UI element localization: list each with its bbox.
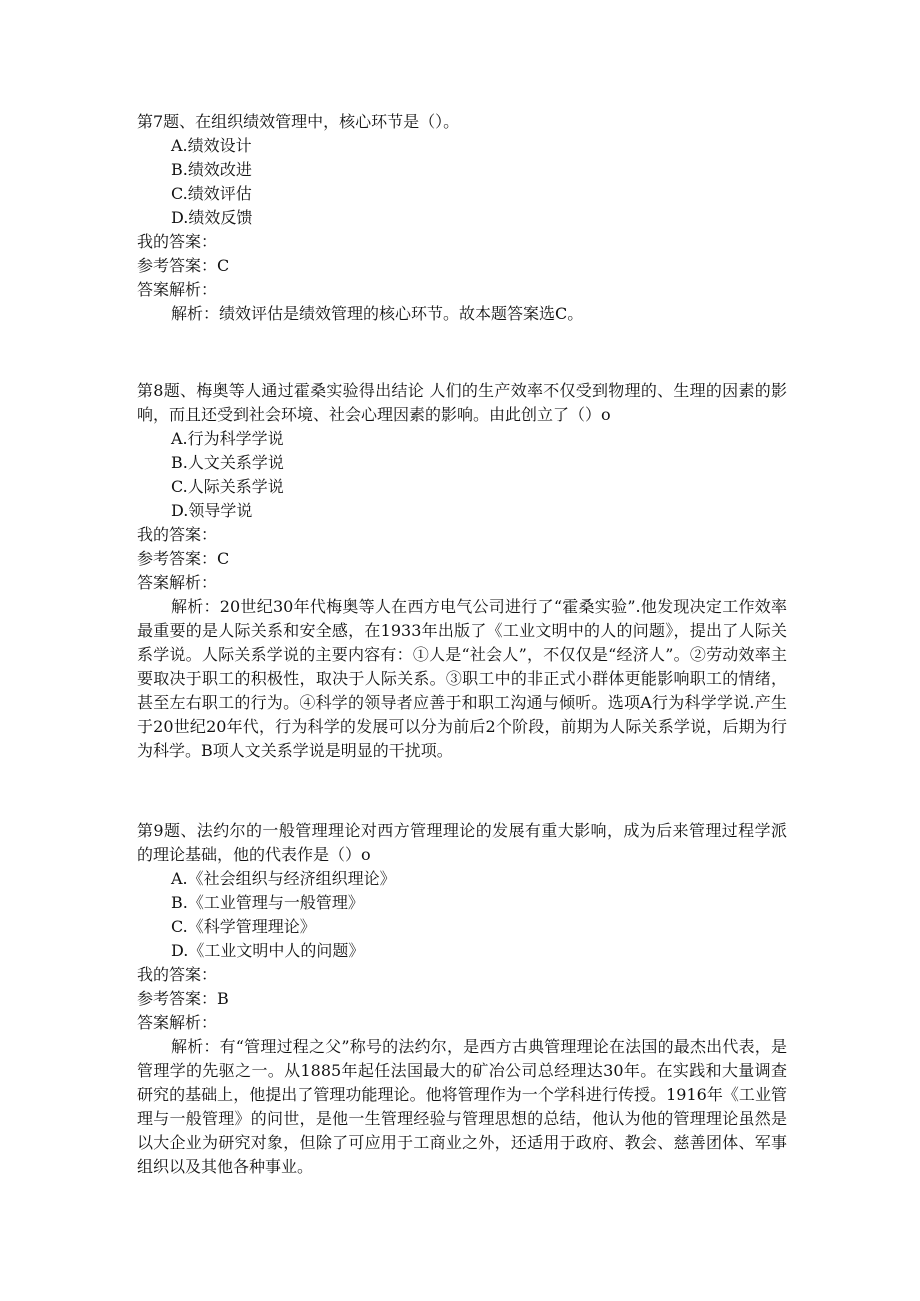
option-a: A.绩效设计 — [171, 136, 252, 155]
option-b: B.绩效改进 — [171, 160, 252, 179]
my-answer-label: 我的答案： — [137, 525, 218, 544]
option-b: B.人文关系学说 — [171, 453, 284, 472]
my-answer-label: 我的答案： — [137, 965, 218, 984]
reference-answer: 参考答案：C — [137, 549, 230, 568]
reference-answer: 参考答案：B — [137, 989, 229, 1008]
my-answer-label: 我的答案： — [137, 232, 218, 251]
option-d: D.领导学说 — [171, 501, 253, 520]
reference-answer: 参考答案：C — [137, 256, 230, 275]
option-a: A.《社会组织与经济组织理论》 — [171, 869, 396, 888]
document-page — [137, 110, 787, 1235]
question-stem: 第7题、在组织绩效管理中，核心环节是（）。 — [137, 112, 460, 131]
question-8 — [137, 379, 787, 763]
question-stem: 第9题、法约尔的一般管理理论对西方管理理论的发展有重大影响，成为后来管理过程学派的理论基础，他的代表作是（）o — [137, 821, 787, 864]
analysis-text: 解析：有“管理过程之父”称号的法约尔，是西方古典管理理论在法国的最杰出代表，是管理学的先驱之一。从1885年起任法国最大的矿冶公司总经理达30年。在实践和大量调查研究的基础上，他提出了管理功能理论。他将管理作为一个学科进行传授。1916年《工业管理与一般管理》的问世，是他一生管理经验与管理思想的总结，他认为他的管理理论虽然是以大企业为研究对象，但除了可应用于工商业之外，还适用于政府、教会、慈善团体、军事组织以及其他各种事业。 — [137, 1037, 787, 1176]
analysis-label: 答案解析： — [137, 573, 218, 592]
option-c: C.《科学管理理论》 — [171, 917, 316, 936]
option-a: A.行为科学学说 — [171, 429, 284, 448]
option-c: C.人际关系学说 — [171, 477, 284, 496]
analysis-label: 答案解析： — [137, 280, 218, 299]
option-b: B.《工业管理与一般管理》 — [171, 893, 364, 912]
option-d: D.《工业文明中人的问题》 — [171, 941, 365, 960]
question-stem: 第8题、梅奥等人通过霍桑实验得出结论 人们的生产效率不仅受到物理的、生理的因素的影响，而且还受到社会环境、社会心理因素的影响。由此创立了（）o — [137, 381, 787, 424]
question-7 — [137, 110, 787, 326]
analysis-text: 解析：20世纪30年代梅奥等人在西方电气公司进行了“霍桑实验”.他发现决定工作效率最重要的是人际关系和安全感，在1933年出版了《工业文明中的人的问题》，提出了人际关系学说。人际关系学说的主要内容有：①人是“社会人”，不仅仅是“经济人”。②劳动效率主要取决于职工的积极性，取决于人际关系。③职工中的非正式小群体更能影响职工的情绪，甚至左右职工的行为。④科学的领导者应善于和职工沟通与倾听。选项A行为科学学说.产生于20世纪20年代，行为科学的发展可以分为前后2个阶段，前期为人际关系学说，后期为行为科学。B项人文关系学说是明显的干扰项。 — [137, 597, 787, 760]
analysis-label: 答案解析： — [137, 1013, 218, 1032]
analysis-text: 解析：绩效评估是绩效管理的核心环节。故本题答案选C。 — [171, 304, 584, 323]
question-9 — [137, 819, 787, 1179]
option-c: C.绩效评估 — [171, 184, 252, 203]
option-d: D.绩效反馈 — [171, 208, 253, 227]
